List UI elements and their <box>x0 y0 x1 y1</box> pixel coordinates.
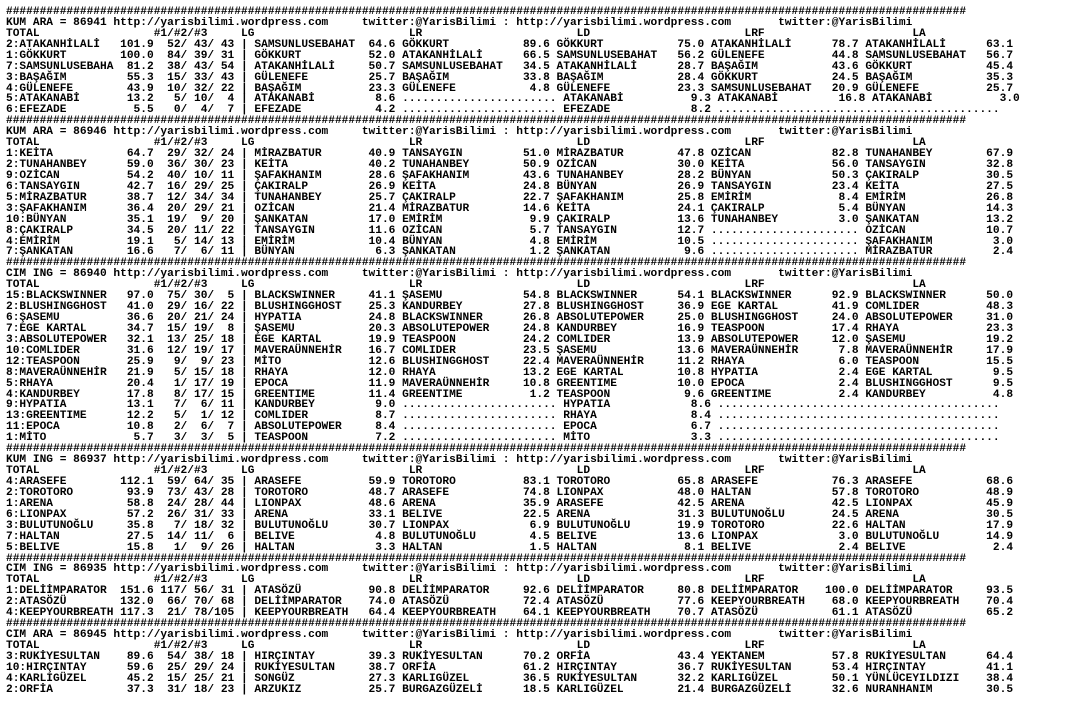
result-row: 1:DELİİMPARATOR 151.6 117/ 56/ 31 | ATASÖZÜ 90.8 DELİİMPARATOR 92.6 DELİİMPARATOR 80.8 DELİİMPARATOR 100.0 DELİİMPARATOR 93.5 <box>6 585 1014 598</box>
column-header: TOTAL #1/#2/#3 LG LR LD LRF LA <box>6 137 926 150</box>
result-row: 1:ARENA 58.8 24/ 28/ 44 | LIONPAX 48.6 ARENA 35.9 ARASEFE 42.5 ARENA 42.5 LIONPAX 45.9 <box>6 497 1014 510</box>
result-row: 6:ŞASEMU 36.6 20/ 21/ 24 | HYPATIA 24.8 BLACKSWINNER 26.8 ABSOLUTEPOWER 25.0 BLUSHINGGHOST 24.0 ABSOLUTEPOWER 31.0 <box>6 312 1014 325</box>
race-header: CIM ING = 86940 http://yarisbilimi.wordpress.com twitter:@YarisBilimi : http://yarisbilimi.wordpress.com twitter:@YarisBilimi <box>6 268 913 281</box>
result-row: 3:ŞAFAKHANIM 36.4 20/ 29/ 21 | OZİCAN 21.4 MİRAZBATUR 14.6 KEİTA 24.1 ÇAKIRALP 5.4 BÜNYAN 14.3 <box>6 202 1014 215</box>
race-header: KUM ARA = 86946 http://yarisbilimi.wordpress.com twitter:@YarisBilimi : http://yarisbilimi.wordpress.com twitter:@YarisBilimi <box>6 126 913 139</box>
result-row: 7:HALTAN 27.5 14/ 11/ 6 | BELIVE 4.8 BULUTUNOĞLU 4.5 BELIVE 13.6 LIONPAX 3.0 BULUTUNOĞLU 14.9 <box>6 530 1014 543</box>
result-row: 2:TOROTORO 93.9 73/ 43/ 28 | TOROTORO 48.7 ARASEFE 74.8 LIONPAX 48.0 HALTAN 57.8 TOROTORO 48.9 <box>6 486 1014 499</box>
column-header: TOTAL #1/#2/#3 LG LR LD LRF LA <box>6 279 926 292</box>
section-divider: ############################################################################################################################################### <box>6 443 967 456</box>
section-divider: ############################################################################################################################################### <box>6 6 967 18</box>
result-row: 7:SAMSUNLUSEBAHA 81.2 38/ 43/ 54 | ATAKANHİLALİ 50.7 SAMSUNLUSEBAHAT 34.5 ATAKANHİLALİ 28.7 BAŞAĞIM 43.6 GÖKKURT 45.4 <box>6 60 1014 73</box>
result-row: 4:KANDURBEY 17.8 8/ 17/ 15 | GREENTIME 11.4 GREENTIME 1.2 TEASPOON 9.6 GREENTIME 2.4 KANDURBEY 4.8 <box>6 388 1014 401</box>
result-row: 3:BAŞAĞIM 55.3 15/ 33/ 43 | GÜLENEFE 25.7 BAŞAĞIM 33.8 BAŞAĞIM 28.4 GÖKKURT 24.5 BAŞAĞIM 35.3 <box>6 71 1014 84</box>
result-row: 7:ŞANKATAN 16.6 7/ 6/ 11 | BÜNYAN 6.3 ŞANKATAN 1.2 ŞANKATAN 9.6 ...................... MİRAZBATUR 2.4 <box>6 246 1014 259</box>
result-row: 6:TANSAYGIN 42.7 16/ 29/ 25 | ÇAKIRALP 26.9 KEİTA 24.8 BÜNYAN 26.9 TANSAYGIN 23.4 KEİTA 27.5 <box>6 180 1014 193</box>
result-row: 10:HIRÇINTAY 59.6 25/ 29/ 24 | RUKİYESULTAN 38.7 ORFİA 61.2 HIRÇINTAY 36.7 RUKİYESULTAN 53.4 HIRÇINTAY 41.1 <box>6 661 1014 674</box>
result-row: 2:BLUSHINGGHOST 41.0 29/ 16/ 22 | BLUSHINGGHOST 25.3 KANDURBEY 27.8 BLUSHINGGHOST 36.9 EGE KARTAL 41.9 COMLIDER 48.3 <box>6 301 1014 314</box>
result-row: 12:TEASPOON 25.9 9/ 9/ 23 | MİTO 12.6 BLUSHINGGHOST 22.4 MAVERAÜNNEHİR 11.2 RHAYA 6.0 TEASPOON 15.5 <box>6 355 1014 368</box>
column-header: TOTAL #1/#2/#3 LG LR LD LRF LA <box>6 465 926 478</box>
result-row: 2:ATASÖZÜ 132.0 66/ 70/ 68 | DELİİMPARATOR 74.0 ATASÖZÜ 72.4 ATASÖZÜ 77.6 KEEPYOURBREATH 68.0 KEEPYOURBREATH 70.4 <box>6 596 1014 609</box>
result-row: 2:ORFİA 37.3 31/ 18/ 23 | ARZUKIZ 25.7 BURGAZGÜZELİ 18.5 KARLIGÜZEL 21.4 BURGAZGÜZELİ 32.6 NURANHANIM 30.5 <box>6 683 1014 696</box>
result-row: 7:EGE KARTAL 34.7 15/ 19/ 8 | ŞASEMU 20.3 ABSOLUTEPOWER 24.8 KANDURBEY 16.9 TEASPOON 17.4 RHAYA 23.3 <box>6 322 1014 335</box>
result-row: 2:ATAKANHİLALİ 101.9 52/ 43/ 43 | SAMSUNLUSEBAHAT 64.6 GÖKKURT 89.6 GÖKKURT 75.0 ATAKANHİLALİ 78.7 ATAKANHİLALİ 63.1 <box>6 38 1014 51</box>
result-row: 5:RHAYA 20.4 1/ 17/ 19 | EPOCA 11.9 MAVERAÜNNEHİR 10.8 GREENTIME 10.0 EPOCA 2.4 BLUSHINGGHOST 9.5 <box>6 377 1014 390</box>
result-row: 9:HYPATIA 13.1 7/ 6/ 11 | KANDURBEY 9.0 ....................... HYPATIA 8.6 .......................................... <box>6 399 1000 412</box>
result-row: 4:GÜLENEFE 43.9 10/ 32/ 22 | BAŞAĞIM 23.3 GÜLENEFE 4.8 GÜLENEFE 23.3 SAMSUNLUSEBAHAT 20.9 GÜLENEFE 25.7 <box>6 82 1014 95</box>
section-divider: ############################################################################################################################################### <box>6 257 967 270</box>
column-header: TOTAL #1/#2/#3 LG LR LD LRF LA <box>6 27 926 40</box>
result-row: 10:COMLIDER 31.6 12/ 19/ 17 | MAVERAÜNNEHİR 16.7 COMLIDER 23.5 ŞASEMU 13.6 MAVERAÜNNEHİR 7.8 MAVERAÜNNEHİR 17.9 <box>6 344 1014 357</box>
result-row: 11:EPOCA 10.8 2/ 6/ 7 | ABSOLUTEPOWER 8.4 ....................... EPOCA 6.7 .......................................... <box>6 421 1000 434</box>
column-header: TOTAL #1/#2/#3 LG LR LD LRF LA <box>6 639 926 652</box>
result-row: 1:KEİTA 64.7 29/ 32/ 24 | MİRAZBATUR 40.9 TANSAYGIN 51.0 MİRAZBATUR 47.8 OZİCAN 82.8 TUNAHANBEY 67.9 <box>6 148 1014 161</box>
result-row: 5:ATAKANABİ 13.2 5/ 10/ 4 | ATAKANABİ 8.6 ....................... ATAKANABİ 9.3 ATAKANABİ 16.8 ATAKANABİ 3.0 <box>6 93 1020 106</box>
result-row: 9:OZİCAN 54.2 40/ 10/ 11 | ŞAFAKHANIM 28.6 ŞAFAKHANIM 43.6 TUNAHANBEY 28.2 BÜNYAN 50.3 ÇAKIRALP 30.5 <box>6 169 1014 182</box>
race-header: KUM ARA = 86941 http://yarisbilimi.wordpress.com twitter:@YarisBilimi : http://yarisbilimi.wordpress.com twitter:@YarisBilimi <box>6 16 913 29</box>
result-row: 4:KARLIGÜZEL 45.2 15/ 25/ 21 | SONGÜZ 27.3 KARLIGÜZEL 36.5 RUKİYESULTAN 32.2 KARLIGÜZEL 50.1 YÜNLÜCEYILDIZI 38.4 <box>6 672 1014 685</box>
section-divider: ############################################################################################################################################### <box>6 618 967 631</box>
result-row: 8:ÇAKIRALP 34.5 20/ 11/ 22 | TANSAYGIN 11.6 OZİCAN 5.7 TANSAYGIN 12.7 ...................... OZİCAN 10.7 <box>6 224 1014 237</box>
section-divider: ############################################################################################################################################### <box>6 115 967 128</box>
result-row: 4:KEEPYOURBREATH 117.3 21/ 78/105 | KEEPYOURBREATH 64.4 KEEPYOURBREATH 64.1 KEEPYOURBREATH 70.7 ATASÖZÜ 61.1 ATASÖZÜ 65.2 <box>6 607 1014 620</box>
race-header: KUM ING = 86937 http://yarisbilimi.wordpress.com twitter:@YarisBilimi : http://yarisbilimi.wordpress.com twitter:@YarisBilimi <box>6 454 913 467</box>
result-row: 10:BÜNYAN 35.1 19/ 9/ 20 | ŞANKATAN 17.0 EMİRİM 9.9 ÇAKIRALP 13.6 TUNAHANBEY 3.0 ŞANKATAN 13.2 <box>6 213 1014 226</box>
result-row: 3:RUKİYESULTAN 89.6 54/ 38/ 18 | HIRÇINTAY 39.3 RUKİYESULTAN 70.2 ORFİA 43.4 YEKTANEM 57.8 RUKİYESULTAN 64.4 <box>6 650 1014 663</box>
result-row: 2:TUNAHANBEY 59.0 36/ 30/ 23 | KEİTA 40.2 TUNAHANBEY 50.9 OZİCAN 30.0 KEİTA 56.0 TANSAYGIN 32.8 <box>6 159 1014 172</box>
result-row: 5:BELIVE 15.8 1/ 9/ 26 | HALTAN 3.3 HALTAN 1.5 HALTAN 8.1 BELIVE 2.4 BELIVE 2.4 <box>6 541 1014 554</box>
column-header: TOTAL #1/#2/#3 LG LR LD LRF LA <box>6 574 926 587</box>
result-row: 8:MAVERAÜNNEHİR 21.9 5/ 15/ 18 | RHAYA 12.0 RHAYA 13.2 EGE KARTAL 10.8 HYPATIA 2.4 EGE KARTAL 9.5 <box>6 366 1014 379</box>
result-row: 4:EMİRİM 19.1 5/ 14/ 13 | EMİRİM 10.4 BÜNYAN 4.8 EMİRİM 10.5 ...................... ŞAFAKHANIM 3.0 <box>6 235 1014 248</box>
race-header: CIM ARA = 86945 http://yarisbilimi.wordpress.com twitter:@YarisBilimi : http://yarisbilimi.wordpress.com twitter:@YarisBilimi <box>6 629 913 641</box>
race-header: CIM ING = 86935 http://yarisbilimi.wordpress.com twitter:@YarisBilimi : http://yarisbilimi.wordpress.com twitter:@YarisBilimi <box>6 563 913 576</box>
result-row: 4:ARASEFE 112.1 59/ 64/ 35 | ARASEFE 59.9 TOROTORO 83.1 TOROTORO 65.8 ARASEFE 76.3 ARASEFE 68.6 <box>6 475 1014 488</box>
result-row: 1:MİTO 5.7 3/ 3/ 5 | TEASPOON 7.2 ....................... MİTO 3.3 .......................................... <box>6 432 1000 445</box>
result-row: 6:LIONPAX 57.2 26/ 31/ 33 | ARENA 33.1 BELIVE 22.5 ARENA 31.3 BULUTUNOĞLU 24.5 ARENA 30.5 <box>6 508 1014 521</box>
result-row: 6:EFEZADE 5.5 0/ 4/ 7 | EFEZADE 4.2 ....................... EFEZADE 8.2 .......................................... <box>6 104 1000 117</box>
result-row: 5:MİRAZBATUR 38.7 12/ 34/ 34 | TUNAHANBEY 25.7 ÇAKIRALP 22.7 ŞAFAKHANIM 25.8 EMİRİM 8.4 EMİRİM 26.8 <box>6 191 1014 204</box>
section-divider: ############################################################################################################################################### <box>6 552 967 565</box>
result-row: 13:GREENTIME 12.2 5/ 1/ 12 | COMLIDER 8.7 ....................... RHAYA 8.4 .......................................... <box>6 410 1000 423</box>
result-row: 15:BLACKSWINNER 97.0 75/ 30/ 5 | BLACKSWINNER 41.1 ŞASEMU 54.8 BLACKSWINNER 54.1 BLACKSWINNER 92.9 BLACKSWINNER 50.0 <box>6 290 1014 303</box>
result-row: 3:BULUTUNOĞLU 35.8 7/ 18/ 32 | BULUTUNOĞLU 30.7 LIONPAX 6.9 BULUTUNOĞLU 19.9 TOROTORO 22.6 HALTAN 17.9 <box>6 519 1014 532</box>
result-row: 1:GÖKKURT 100.0 84/ 39/ 31 | GÖKKURT 52.0 ATAKANHİLALİ 66.5 SAMSUNLUSEBAHAT 56.2 GÜLENEFE 44.8 SAMSUNLUSEBAHAT 56.7 <box>6 49 1014 62</box>
result-row: 3:ABSOLUTEPOWER 32.1 13/ 25/ 18 | EGE KARTAL 19.9 TEASPOON 24.2 COMLIDER 13.9 ABSOLUTEPOWER 12.0 ŞASEMU 19.2 <box>6 333 1014 346</box>
